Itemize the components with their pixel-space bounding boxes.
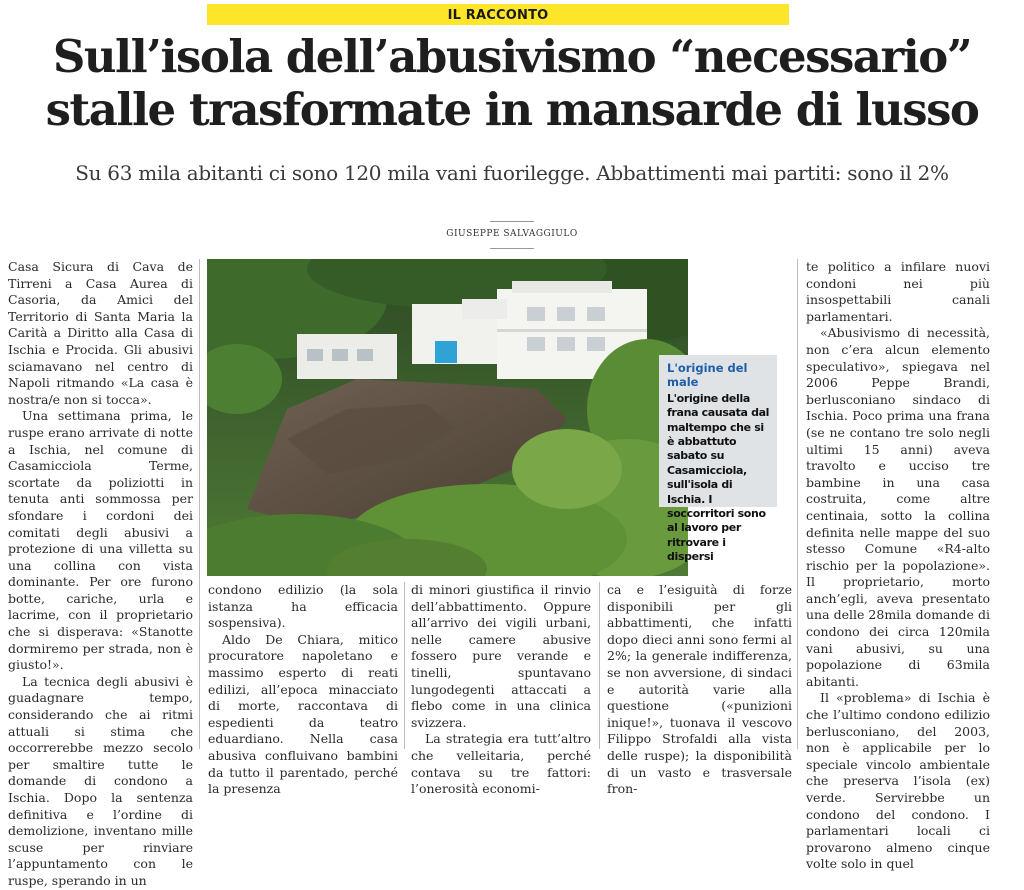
headline-line-1: Sull’isola dell’abusivismo “necessario” bbox=[52, 30, 972, 83]
column-divider bbox=[599, 582, 600, 749]
column-divider bbox=[797, 259, 798, 749]
paragraph: La tecnica degli abusivi è guadagnare tempo, considerando che ai ritmi attuali si stima che occorrerebbe mezzo secolo per smaltire tutte le domande di condono a Ischia. Dopo la sentenza definitiva e l’ordine di demolizione, inventano mille scuse per rinviare l’appuntamento con le ruspe, sperando in un bbox=[8, 673, 193, 888]
article-column-5 bbox=[806, 259, 990, 873]
photo-caption bbox=[659, 355, 777, 564]
headline bbox=[0, 30, 1024, 136]
paragraph: Aldo De Chiara, mitico procuratore napoletano e massimo esperto di reati edilizi, all’epoca minacciato di morte, raccontava di espedienti da teatro eduardiano. Nella casa abusiva confluivano bambini da tutto il parentado, perché la presenza bbox=[208, 631, 398, 797]
column-divider bbox=[404, 582, 405, 749]
article-column-2 bbox=[208, 582, 398, 798]
byline-rule-top bbox=[490, 221, 534, 222]
paragraph: ca e l’esiguità di forze disponibili per gli abbattimenti, che infatti dopo dieci anni sono fermi al 2%; la generale indifferenza, se non avversione, di sindaci e autorità varie alla questione («punizioni inique!», tuonava il vescovo Filippo Strofaldi alla vista delle ruspe); la disponibilità di un vasto e trasversale fron- bbox=[607, 582, 792, 797]
headline-line-2: stalle trasformate in mansarde di lusso bbox=[45, 83, 979, 136]
paragraph: «Abusivismo di necessità, non c’era alcun elemento speculativo», spiegava nel 2006 Peppe Brandi, berlusconiano sindaco di Ischia. Poco prima una frana (se ne contano tre solo negli ultimi 15 anni) aveva travolto e ucciso tre bambine in una casa costruita, come altre centinaia, sotto la collina definita nelle mappe del suo stesso Comune «R4-alto rischio per la popolazione». Il proprietario, morto anch’egli, aveva presentato una delle 28mila domande di condono dei circa 120mila vani abusivi, su una popolazione di 63mila abitanti. bbox=[806, 325, 990, 689]
paragraph: te politico a infilare nuovi condoni nei più insospettabili canali parlamentari. bbox=[806, 259, 990, 324]
paragraph: La strategia era tutt’altro che velleitaria, perché contava su tre fattori: l’onerosità economi- bbox=[411, 731, 591, 797]
article-column-1 bbox=[8, 259, 193, 890]
kicker-label: IL RACCONTO bbox=[447, 8, 549, 23]
section-kicker bbox=[207, 4, 789, 25]
article-column-3 bbox=[411, 582, 591, 798]
byline-rule-bottom bbox=[490, 248, 534, 249]
paragraph: Il «problema» di Ischia è che l’ultimo condono edilizio berlusconiano, del 2003, non è applicabile per lo speciale vincolo ambientale che preserva l’isola (ex) verde. Servirebbe un condono del condono. I parlamentari locali ci provarono almeno cinque volte solo in quel bbox=[806, 690, 990, 872]
paragraph: di minori giustifica il rinvio dell’abbattimento. Oppure all’arrivo dei vigili urbani, nelle camere abusive fossero pure verande e tinelli, spuntavano lungodegenti attaccati a flebo come in una clinica svizzera. bbox=[411, 582, 591, 730]
column-divider bbox=[199, 259, 200, 749]
byline: GIUSEPPE SALVAGGIULO bbox=[446, 229, 578, 239]
subheadline: Su 63 mila abitanti ci sono 120 mila vani fuorilegge. Abbattimenti mai partiti: sono il 2% bbox=[75, 161, 949, 185]
paragraph: condono edilizio (la sola istanza ha efficacia sospensiva). bbox=[208, 582, 398, 631]
caption-body: L'origine della frana causata dal maltempo che si è abbattuto sabato su Casamicciola, sull'isola di Ischia. I soccorritori sono al lavoro per ritrovare i dispersi bbox=[667, 391, 770, 564]
landslide-photo bbox=[207, 259, 688, 576]
paragraph: Una settimana prima, le ruspe erano arrivate di notte a Ischia, nel comune di Casamicciola Terme, scortate da poliziotti in tenuta anti sommossa per sfondare i cordoni dei comitati degli abusivi a protezione di una villetta su una collina con vista dominante. Per ore furono botte, cariche, urla e lacrime, con il proprietario che si disperava: «Stanotte dormiremo per strada, non è giusto!». bbox=[8, 408, 193, 673]
caption-title: L'origine del male bbox=[667, 361, 748, 390]
paragraph: Casa Sicura di Cava de Tirreni a Casa Aurea di Casoria, da Amici del Territorio di Santa Maria la Carità a Diritto alla Casa di Ischia e Procida. Gli abusivi sciamavano nel centro di Napoli ritmando «La casa è nostra/e non si tocca». bbox=[8, 259, 193, 407]
article-photo bbox=[207, 259, 688, 576]
article-column-4 bbox=[607, 582, 792, 798]
